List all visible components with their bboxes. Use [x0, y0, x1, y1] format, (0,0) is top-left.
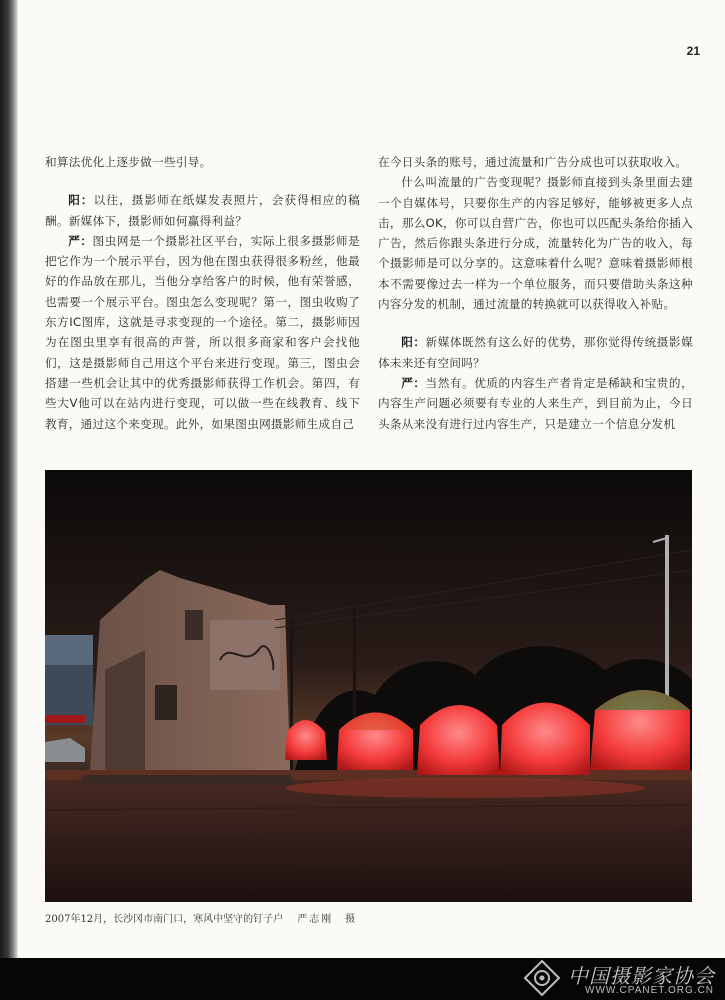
- paragraph: 什么叫流量的广告变现呢？摄影师直接到头条里面去建一个自媒体号，只要你生产的内容足够好，能够被更多人点击，那么OK，你可以自营广告，你也可以匹配头条给你插入广告，然后你跟头条进行分成，流量转化为广告的收入，每个摄影师是可以分享的。这意味着什么呢？意味着摄影师根本不需要像过去一样为一个单位服务，而只要借助头条这种内容分发的机制，通过流量的转换就可以获得收入补贴。: [378, 175, 693, 312]
- speaker-label: 阳：: [401, 335, 426, 350]
- paragraph: [378, 373, 693, 434]
- footer-url: WWW.CPANET.ORG.CN: [585, 985, 715, 996]
- paragraph-text: 新媒体既然有这么好的优势，那你觉得传统摄影媒体未来还有空间吗？: [378, 335, 693, 370]
- caption-text: 2007年12月，长沙冈市南门口，寒风中坚守的钉子户: [45, 914, 284, 925]
- paragraph-text: 以往，摄影师在纸媒发表照片，会获得相应的稿酬。新媒体下，摄影师如何赢得利益？: [45, 193, 360, 228]
- photo-caption: [45, 910, 685, 925]
- speaker-label: 严：: [401, 375, 426, 390]
- paragraph: [378, 332, 693, 373]
- photo-illustration: [45, 470, 692, 902]
- night-street-photo: [45, 470, 692, 902]
- speaker-label: 阳：: [68, 193, 94, 208]
- paragraph: [45, 231, 360, 434]
- photo-credit: 严志刚 摄: [297, 914, 358, 925]
- right-text-column: [378, 152, 693, 434]
- speaker-label: 严：: [68, 233, 93, 248]
- left-text-column: [45, 152, 360, 434]
- paragraph-text: 当然有。优质的内容生产者肯定是稀缺和宝贵的，内容生产问题必须要有专业的人来生产，到目前为止，今日头条从来没有进行过内容生产，只是建立一个信息分发机: [378, 375, 693, 431]
- cpa-logo-icon: [522, 958, 562, 998]
- book-binding-shadow: [0, 0, 18, 958]
- paragraph-text: 图虫网是一个摄影社区平台，实际上很多摄影师是把它作为一个展示平台，因为他在图虫获得很多粉丝，他最好的作品放在那儿，当他分享给客户的时候，他有荣誉感，也需要一个展示平台。图虫怎么变现呢？第一，图虫收购了东方IC图库，这就是寻求变现的一个途径。第二，摄影师因为在图虫里享有很高的声誉，所以很多商家和客户会找他们，这是摄影师自己用这个平台来进行变现。第三，图虫会搭建一些机会让其中的优秀摄影师获得工作机会。第四，有些大V他可以在站内进行变现，可以做一些在线教育、线下教育，通过这个来变现。此外，如果图虫网摄影师生成自己: [45, 233, 360, 431]
- paragraph: 在今日头条的账号，通过流量和广告分成也可以获取收入。: [378, 155, 688, 169]
- paragraph: [45, 190, 360, 231]
- footer-title: 中国摄影家协会: [568, 964, 715, 988]
- paragraph: 和算法优化上逐步做一些引导。: [45, 155, 212, 169]
- page-number: 21: [686, 44, 700, 58]
